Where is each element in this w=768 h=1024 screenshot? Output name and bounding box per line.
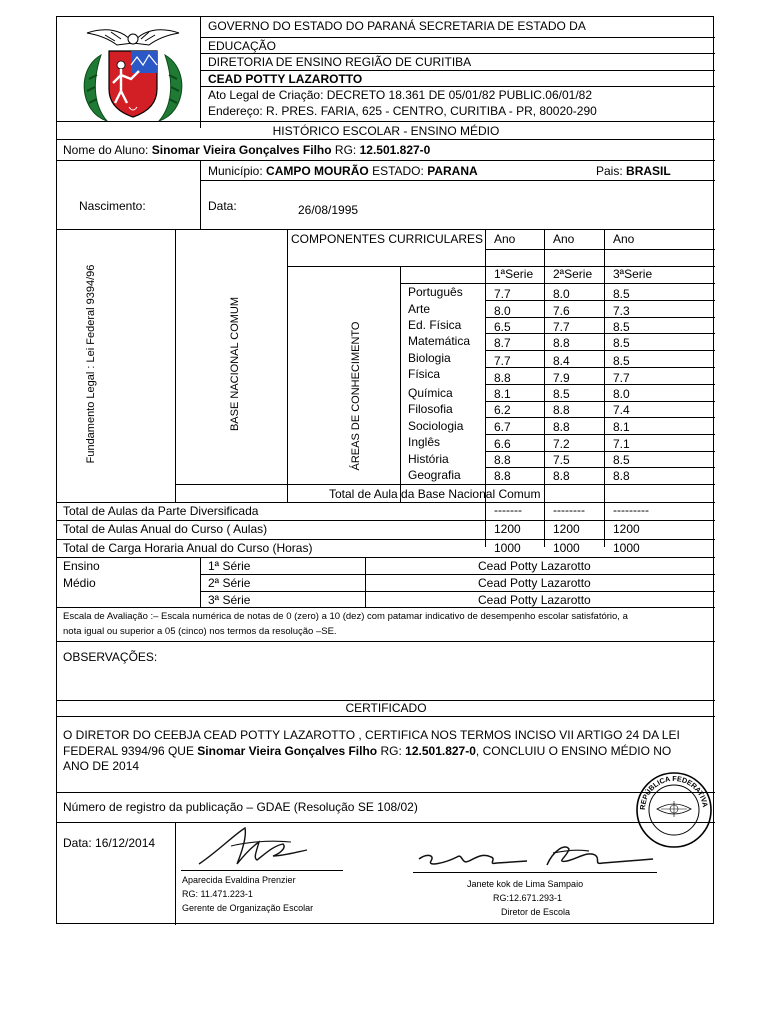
grade-2: 8.0 xyxy=(553,287,570,301)
estado-value: PARANA xyxy=(427,164,478,178)
subject-name: Biologia xyxy=(408,351,451,365)
totals-value-1: ------- xyxy=(494,503,522,517)
grade-3: 7.1 xyxy=(613,437,630,451)
subject-name: Português xyxy=(408,285,463,299)
signer-2-role: Diretor de Escola xyxy=(501,907,571,917)
grade-3: 8.8 xyxy=(613,469,630,483)
student-name-line: Nome do Aluno: Sinomar Vieira Gonçalves Filho RG: 12.501.827-0 xyxy=(63,143,431,157)
grade-1: 7.7 xyxy=(494,287,511,301)
grade-1: 8.1 xyxy=(494,387,511,401)
signer-1-role: Gerente de Organização Escolar xyxy=(182,903,314,913)
serie-header-2: 2ªSerie xyxy=(553,267,593,281)
totals-value-1: 1000 xyxy=(494,541,521,555)
componentes-header: COMPONENTES CURRICULARES xyxy=(291,232,484,246)
header-school-name: CEAD POTTY LAZAROTTO xyxy=(208,72,363,86)
escala-line-2: nota igual ou superior a 05 (cinco) nos termos da resolução –SE. xyxy=(63,626,337,637)
totals-label: Total de Aulas da Parte Diversificada xyxy=(63,504,259,518)
header-education: EDUCAÇÃO xyxy=(208,39,277,53)
grade-3: 8.5 xyxy=(613,336,630,350)
fundamento-legal-label: Fundamento Legal : Lei Federal 9394/96 xyxy=(85,264,97,464)
grade-2: 8.8 xyxy=(553,469,570,483)
grade-2: 7.7 xyxy=(553,320,570,334)
medio-label: Médio xyxy=(63,576,96,590)
data-label: Data: xyxy=(208,199,237,213)
grade-2: 7.9 xyxy=(553,371,570,385)
registro-publicacao: Número de registro da publicação – GDAE (Resolução SE 108/02) xyxy=(63,800,418,814)
subject-name: Física xyxy=(408,367,441,381)
grade-1: 8.8 xyxy=(494,469,511,483)
signer-2-rg: RG:12.671.293-1 xyxy=(493,893,563,903)
escala-line-1: Escala de Avaliação :– Escala numérica de notas de 0 (zero) a 10 (dez) com patamar indicativo de desempenho escolar satisfatório, a xyxy=(63,611,628,622)
grade-3: 7.7 xyxy=(613,371,630,385)
grade-2: 7.2 xyxy=(553,437,570,451)
grade-1: 8.8 xyxy=(494,371,511,385)
certificado-title: CERTIFICADO xyxy=(345,701,427,715)
grade-3: 8.1 xyxy=(613,420,630,434)
serie-row-school: Cead Potty Lazarotto xyxy=(478,559,591,573)
ano-header-2: Ano xyxy=(553,232,575,246)
serie-row-school: Cead Potty Lazarotto xyxy=(478,593,591,607)
totals-value-3: --------- xyxy=(613,503,649,517)
grade-2: 8.4 xyxy=(553,354,570,368)
header-directorate: DIRETORIA DE ENSINO REGIÃO DE CURITIBA xyxy=(208,55,472,69)
grade-1: 8.0 xyxy=(494,304,511,318)
ano-header-3: Ano xyxy=(613,232,635,246)
birth-date: 26/08/1995 xyxy=(298,203,359,217)
certificado-student-name: Sinomar Vieira Gonçalves Filho xyxy=(197,744,378,758)
subject-name: Ed. Física xyxy=(408,318,462,332)
school-transcript xyxy=(56,16,714,924)
certificado-student-rg: 12.501.827-0 xyxy=(405,744,476,758)
subject-name: História xyxy=(408,452,449,466)
municipio-value: CAMPO MOURÃO xyxy=(266,164,369,178)
totals-value-3: 1000 xyxy=(613,541,640,555)
signature-1 xyxy=(187,824,347,872)
grade-3: 7.4 xyxy=(613,403,630,417)
pais-line: Pais: BRASIL xyxy=(596,164,671,178)
ensino-label: Ensino xyxy=(63,559,100,573)
grade-1: 6.2 xyxy=(494,403,511,417)
certificado-text-line-3: ANO DE 2014 xyxy=(63,759,140,773)
municipio-line: Município: CAMPO MOURÃO ESTADO: PARANA xyxy=(208,164,478,178)
grade-2: 8.8 xyxy=(553,420,570,434)
signer-1-rg: RG: 11.471.223-1 xyxy=(182,889,253,899)
serie-row-label: 3ª Série xyxy=(208,593,251,607)
grade-2: 7.5 xyxy=(553,453,570,467)
totals-value-2: 1000 xyxy=(553,541,580,555)
totals-value-2: 1200 xyxy=(553,522,580,536)
base-nacional-label: BASE NACIONAL COMUM xyxy=(229,296,241,432)
subject-name: Geografia xyxy=(408,468,461,482)
header-legal-act: Ato Legal de Criação: DECRETO 18.361 DE 05/01/82 PUBLIC.06/01/82 xyxy=(208,88,593,102)
certificado-text-line-2: FEDERAL 9394/96 QUE Sinomar Vieira Gonçalves Filho RG: 12.501.827-0, CONCLUIU O ENSINO MÉDIO NO xyxy=(63,744,672,758)
header-government: GOVERNO DO ESTADO DO PARANÁ SECRETARIA DE ESTADO DA xyxy=(208,19,586,33)
serie-row-label: 2ª Série xyxy=(208,576,251,590)
subject-name: Matemática xyxy=(408,334,471,348)
signature-2 xyxy=(417,837,657,877)
totals-label: Total de Aulas Anual do Curso ( Aulas) xyxy=(63,522,268,536)
totals-label: Total de Carga Horaria Anual do Curso (Horas) xyxy=(63,541,313,555)
grade-3: 8.5 xyxy=(613,354,630,368)
total-base-nacional-label: Total de Aula da Base Nacional Comum xyxy=(329,487,541,501)
grade-1: 8.7 xyxy=(494,336,511,350)
subject-name: Filosofia xyxy=(408,402,453,416)
serie-header-1: 1ªSerie xyxy=(494,267,534,281)
subject-name: Sociologia xyxy=(408,419,464,433)
areas-conhecimento-label: ÁREAS DE CONHECIMENTO xyxy=(350,321,362,471)
serie-header-3: 3ªSerie xyxy=(613,267,653,281)
grade-3: 8.0 xyxy=(613,387,630,401)
issue-date: Data: 16/12/2014 xyxy=(63,836,156,850)
grade-1: 6.7 xyxy=(494,420,511,434)
pais-value: BRASIL xyxy=(626,164,671,178)
grade-1: 8.8 xyxy=(494,453,511,467)
grade-2: 8.5 xyxy=(553,387,570,401)
document-title: HISTÓRICO ESCOLAR - ENSINO MÉDIO xyxy=(272,124,500,138)
serie-row-school: Cead Potty Lazarotto xyxy=(478,576,591,590)
observacoes-label: OBSERVAÇÕES: xyxy=(63,650,158,664)
grade-3: 8.5 xyxy=(613,320,630,334)
parana-coat-of-arms xyxy=(65,21,201,123)
grade-3: 8.5 xyxy=(613,453,630,467)
student-name: Sinomar Vieira Gonçalves Filho xyxy=(151,143,332,157)
subject-name: Química xyxy=(408,386,453,400)
header-address: Endereço: R. PRES. FARIA, 625 - CENTRO, CURITIBA - PR, 80020-290 xyxy=(208,104,597,118)
totals-value-3: 1200 xyxy=(613,522,640,536)
seal-text: REPÚBLICA FEDERATIVA xyxy=(637,773,710,811)
student-rg: 12.501.827-0 xyxy=(359,143,431,157)
certificado-text-line-1: O DIRETOR DO CEEBJA CEAD POTTY LAZAROTTO , CERTIFICA NOS TERMOS INCISO VII ARTIGO 24 DA LEI xyxy=(63,728,680,742)
subject-name: Arte xyxy=(408,302,431,316)
ano-header-1: Ano xyxy=(494,232,516,246)
grade-2: 8.8 xyxy=(553,336,570,350)
grade-2: 8.8 xyxy=(553,403,570,417)
grade-1: 6.5 xyxy=(494,320,511,334)
subject-name: Inglês xyxy=(408,435,441,449)
grade-3: 8.5 xyxy=(613,287,630,301)
grade-2: 7.6 xyxy=(553,304,570,318)
signer-1-name: Aparecida Evaldina Prenzier xyxy=(182,875,296,885)
totals-value-2: -------- xyxy=(553,503,585,517)
grade-1: 6.6 xyxy=(494,437,511,451)
serie-row-label: 1ª Série xyxy=(208,559,251,573)
grade-3: 7.3 xyxy=(613,304,630,318)
grade-1: 7.7 xyxy=(494,354,511,368)
signer-2-name: Janete kok de Lima Sampaio xyxy=(467,879,584,889)
totals-value-1: 1200 xyxy=(494,522,521,536)
nascimento-label: Nascimento: xyxy=(79,199,146,213)
